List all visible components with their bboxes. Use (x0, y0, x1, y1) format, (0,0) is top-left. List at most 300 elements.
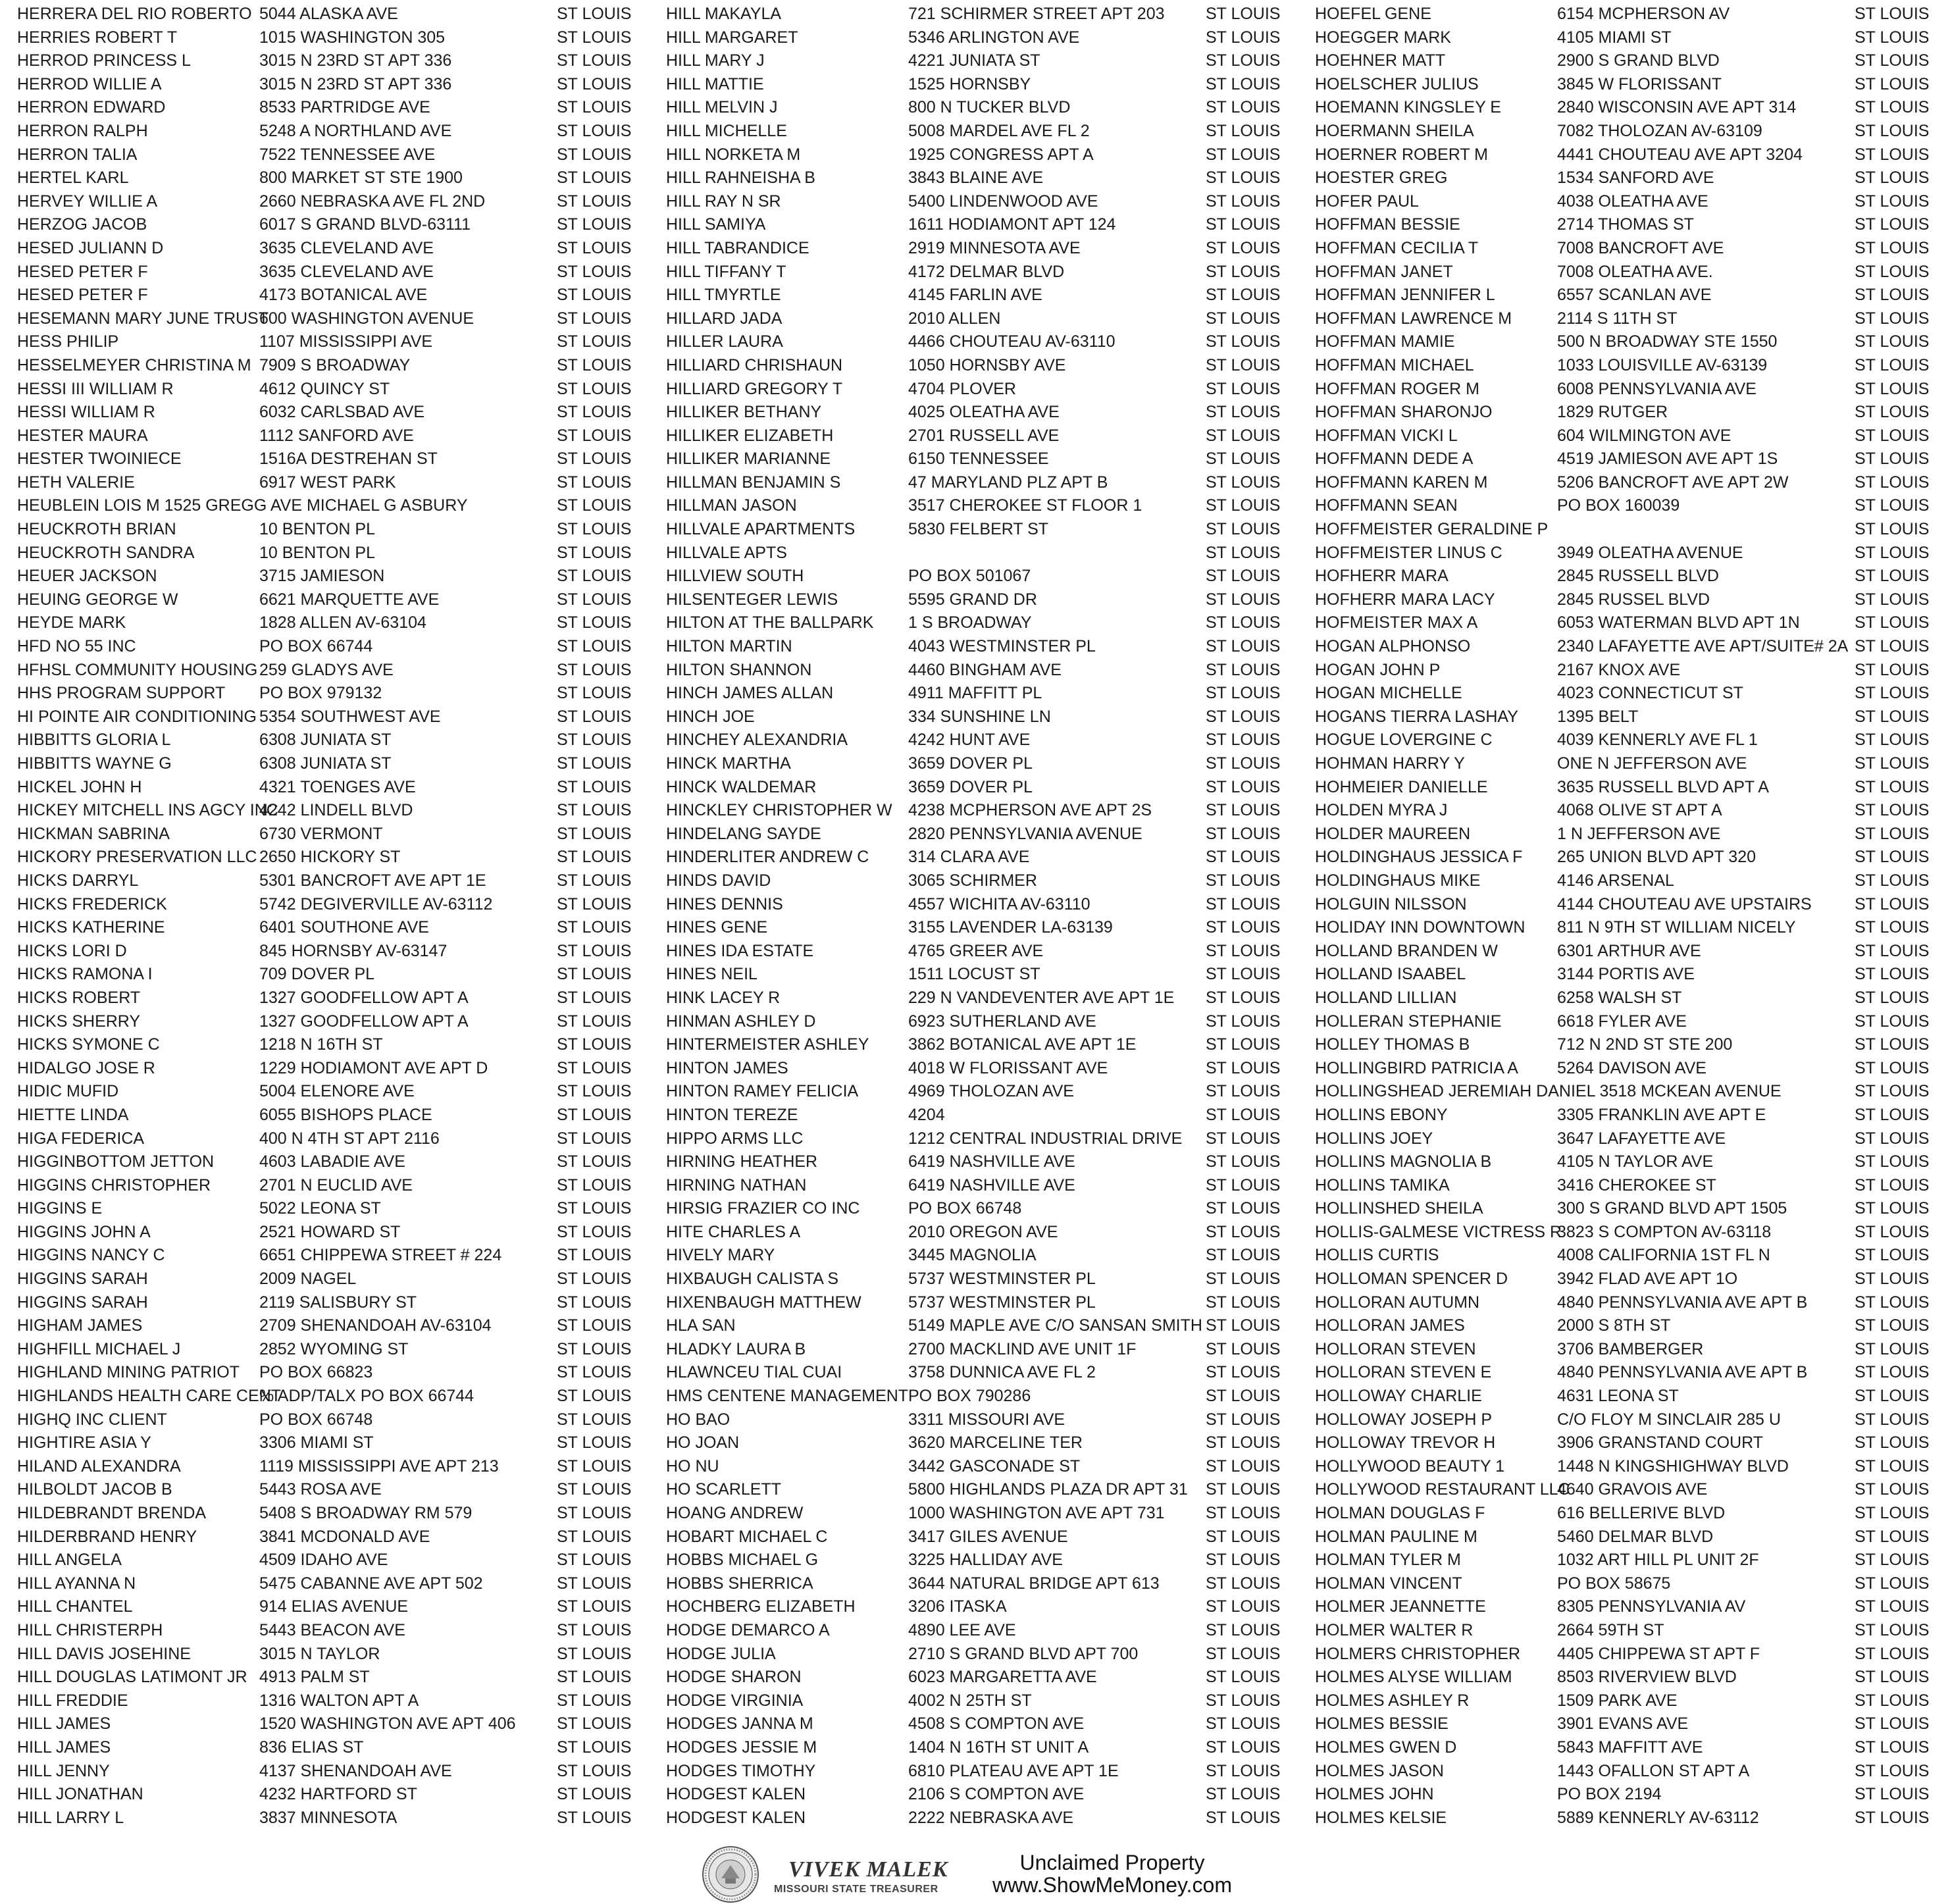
owner-address: 47 MARYLAND PLZ APT B (908, 473, 1108, 492)
owner-name: HILL DAVIS JOSEHINE (17, 1644, 191, 1663)
owner-name: HOFFMAN SHARONJO (1315, 403, 1493, 422)
owner-name: HEUCKROTH SANDRA (17, 543, 195, 562)
owner-name: HOLLORAN JAMES (1315, 1316, 1465, 1335)
listing-row (1315, 448, 1950, 471)
listing-row (666, 73, 1311, 97)
owner-name: HOFHERR MARA LACY (1315, 590, 1495, 609)
owner-name: HOFFMAN JENNIFER L (1315, 286, 1495, 305)
owner-city: ST LOUIS (1855, 1199, 1930, 1218)
owner-address: 1327 GOODFELLOW APT A (259, 1012, 469, 1031)
listing-row (666, 425, 1311, 448)
listing-row (17, 73, 662, 97)
listing-row (17, 1666, 662, 1689)
owner-name: HINCK MARTHA (666, 754, 791, 773)
owner-city: ST LOUIS (557, 1105, 632, 1124)
owner-name: HINCH JOE (666, 707, 755, 726)
listing-row (666, 26, 1311, 50)
owner-address: 1509 PARK AVE (1557, 1691, 1678, 1710)
owner-city: ST LOUIS (1206, 332, 1281, 351)
owner-city: ST LOUIS (557, 1480, 632, 1499)
owner-name: HINES NEIL (666, 965, 757, 984)
owner-city: ST LOUIS (1855, 1316, 1930, 1335)
owner-name: HILSENTEGER LEWIS (666, 590, 838, 609)
owner-address: 4232 HARTFORD ST (259, 1785, 417, 1804)
listing-row (17, 963, 662, 987)
listing-row (1315, 1150, 1950, 1174)
listing-row (1315, 1760, 1950, 1784)
owner-address: 6621 MARQUETTE AVE (259, 590, 440, 609)
owner-city: ST LOUIS (557, 590, 632, 609)
listing-row (17, 1361, 662, 1385)
owner-city: ST LOUIS (557, 988, 632, 1007)
listing-row (17, 682, 662, 706)
listing-row (1315, 1502, 1950, 1526)
owner-name: HHS PROGRAM SUPPORT (17, 684, 226, 703)
owner-city: ST LOUIS (557, 309, 632, 328)
listing-row (666, 1104, 1311, 1127)
owner-city: ST LOUIS (557, 51, 632, 70)
owner-city: ST LOUIS (1855, 1270, 1930, 1289)
listing-row (17, 1712, 662, 1736)
owner-address: 2222 NEBRASKA AVE (908, 1808, 1074, 1827)
owner-address: 6810 PLATEAU AVE APT 1E (908, 1761, 1119, 1780)
owner-address: 5742 DEGIVERVILLE AV-63112 (259, 894, 493, 913)
owner-name: HILL MATTIE (666, 74, 764, 93)
owner-address: 3862 BOTANICAL AVE APT 1E (908, 1035, 1137, 1054)
owner-address: 4002 N 25TH ST (908, 1691, 1032, 1710)
owner-name: HIBBITTS GLORIA L (17, 731, 171, 750)
owner-name: HOLLOWAY CHARLIE (1315, 1387, 1482, 1406)
owner-name: HICKORY PRESERVATION LLC (17, 848, 257, 867)
owner-name: HOANG ANDREW (666, 1504, 804, 1522)
owner-name: HOLMAN PAULINE M (1315, 1527, 1477, 1546)
owner-name: HESTER MAURA (17, 426, 148, 445)
owner-name: HILL JENNY (17, 1761, 110, 1780)
owner-address: 721 SCHIRMER STREET APT 203 (908, 5, 1165, 23)
listing-row (17, 1174, 662, 1198)
owner-city: ST LOUIS (1855, 1222, 1930, 1241)
owner-name: HI POINTE AIR CONDITIONING (17, 707, 257, 726)
owner-city: ST LOUIS (1206, 28, 1281, 47)
owner-name: HOFFMAN ROGER M (1315, 379, 1479, 398)
owner-name: HOLMES JOHN (1315, 1785, 1434, 1804)
owner-address: 5004 ELENORE AVE (259, 1082, 415, 1101)
owner-address: 3144 PORTIS AVE (1557, 965, 1695, 984)
owner-address: 400 N 4TH ST APT 2116 (259, 1129, 440, 1148)
owner-city: ST LOUIS (1855, 426, 1930, 445)
owner-city: ST LOUIS (557, 1152, 632, 1171)
listing-row (17, 1080, 662, 1104)
owner-city: ST LOUIS (1206, 1246, 1281, 1265)
owner-name: HOLLIS CURTIS (1315, 1246, 1439, 1265)
owner-name: HILTON AT THE BALLPARK (666, 613, 874, 632)
owner-address: 5400 LINDENWOOD AVE (908, 192, 1098, 211)
owner-address: 1316 WALTON APT A (259, 1691, 419, 1710)
owner-address: 3841 MCDONALD AVE (259, 1527, 430, 1546)
owner-address: 4704 PLOVER (908, 379, 1016, 398)
listing-row (1315, 752, 1950, 776)
owner-address: 6301 ARTHUR AVE (1557, 941, 1701, 960)
owner-address: 3659 DOVER PL (908, 754, 1033, 773)
listing-row (666, 1010, 1311, 1034)
listing-row (1315, 799, 1950, 823)
owner-city: ST LOUIS (1206, 1316, 1281, 1335)
owner-address: 5443 BEACON AVE (259, 1620, 405, 1639)
listing-row (1315, 1174, 1950, 1198)
owner-city: ST LOUIS (1206, 1456, 1281, 1476)
owner-name: HOLGUIN NILSSON (1315, 894, 1467, 913)
owner-name: HIGHQ INC CLIENT (17, 1410, 167, 1429)
owner-city: ST LOUIS (1855, 215, 1930, 234)
owner-name: HERRON RALPH (17, 121, 148, 140)
owner-name: HILL TABRANDICE (666, 238, 809, 257)
owner-address: 2664 59TH ST (1557, 1620, 1664, 1639)
listing-row (666, 330, 1311, 354)
program-title: Unclaimed Property (1019, 1851, 1205, 1874)
owner-city: ST LOUIS (557, 1363, 632, 1382)
owner-city: ST LOUIS (557, 1410, 632, 1429)
listing-row (1315, 167, 1950, 190)
owner-city: ST LOUIS (1855, 1504, 1930, 1522)
owner-address: 2106 S COMPTON AVE (908, 1785, 1085, 1804)
owner-name: HOESTER GREG (1315, 168, 1448, 188)
program-url[interactable]: www.ShowMeMoney.com (992, 1873, 1232, 1897)
owner-city: ST LOUIS (1206, 1433, 1281, 1453)
listing-row (666, 354, 1311, 378)
owner-name: HOFFMEISTER GERALDINE P (1315, 520, 1549, 539)
listing-row (17, 635, 662, 659)
owner-name: HIGGINS NANCY C (17, 1246, 165, 1265)
listing-row (666, 1595, 1311, 1619)
owner-city: ST LOUIS (1206, 731, 1281, 750)
owner-city: ST LOUIS (1855, 1668, 1930, 1687)
owner-city: ST LOUIS (1855, 28, 1930, 47)
owner-name: HINDELANG SAYDE (666, 824, 821, 843)
owner-name: HESEMANN MARY JUNE TRUST (17, 309, 269, 328)
owner-address: 5206 BANCROFT AVE APT 2W (1557, 473, 1789, 492)
owner-name: HODGE JULIA (666, 1644, 776, 1663)
listing-row (17, 120, 662, 143)
owner-address: 836 ELIAS ST (259, 1737, 364, 1757)
listing-row (666, 635, 1311, 659)
listing-row (1315, 1783, 1950, 1807)
owner-address: 6154 MCPHERSON AV (1557, 5, 1730, 23)
listing-row (17, 799, 662, 823)
owner-address: 6150 TENNESSEE (908, 450, 1049, 469)
owner-name: HILL FREDDIE (17, 1691, 128, 1710)
owner-address: 6917 WEST PARK (259, 473, 396, 492)
owner-city: ST LOUIS (1206, 543, 1281, 562)
owner-address: 300 S GRAND BLVD APT 1505 (1557, 1199, 1787, 1218)
owner-name: HFHSL COMMUNITY HOUSING (17, 660, 258, 679)
listing-row (666, 49, 1311, 73)
owner-address: 3901 EVANS AVE (1557, 1714, 1689, 1734)
owner-address: PO BOX 66823 (259, 1363, 373, 1382)
owner-city: ST LOUIS (1206, 1620, 1281, 1639)
listing-row (17, 1033, 662, 1057)
owner-name: HESS PHILIP (17, 332, 119, 351)
owner-city: ST LOUIS (557, 168, 632, 188)
listing-row (17, 1291, 662, 1315)
owner-name: HINMAN ASHLEY D (666, 1012, 816, 1031)
owner-city: ST LOUIS (1855, 777, 1930, 796)
owner-address: 3837 MINNESOTA (259, 1808, 398, 1827)
owner-city: ST LOUIS (1855, 731, 1930, 750)
owner-city: ST LOUIS (1206, 403, 1281, 422)
owner-name: HEUCKROTH BRIAN (17, 520, 176, 539)
owner-city: ST LOUIS (1855, 1152, 1930, 1171)
owner-address: 2000 S 8TH ST (1557, 1316, 1671, 1335)
owner-name: HOELSCHER JULIUS (1315, 74, 1479, 93)
owner-address: 4640 GRAVOIS AVE (1557, 1480, 1708, 1499)
owner-address: 4137 SHENANDOAH AVE (259, 1761, 452, 1780)
owner-city: ST LOUIS (1855, 637, 1930, 656)
owner-city: ST LOUIS (1206, 918, 1281, 937)
owner-city: ST LOUIS (557, 1574, 632, 1593)
owner-city: ST LOUIS (1855, 1387, 1930, 1406)
owner-city: ST LOUIS (1206, 262, 1281, 281)
listing-row (1315, 682, 1950, 706)
owner-city: ST LOUIS (1206, 1504, 1281, 1522)
owner-city: ST LOUIS (1206, 1199, 1281, 1218)
owner-address: 6419 NASHVILLE AVE (908, 1152, 1075, 1171)
owner-name: HO BAO (666, 1410, 731, 1429)
owner-address: 4145 FARLIN AVE (908, 286, 1042, 305)
listing-row (1315, 494, 1950, 518)
owner-address: 3620 MARCELINE TER (908, 1433, 1083, 1453)
listing-row (666, 378, 1311, 401)
listing-row (17, 1619, 662, 1643)
owner-city: ST LOUIS (557, 684, 632, 703)
owner-address: 2845 RUSSELL BLVD (1557, 567, 1719, 586)
owner-name: HICKS ROBERT (17, 988, 141, 1007)
listing-row (666, 916, 1311, 940)
owner-city: ST LOUIS (1206, 192, 1281, 211)
listing-row (666, 1268, 1311, 1291)
owner-address: 3949 OLEATHA AVENUE (1557, 543, 1743, 562)
owner-city: ST LOUIS (557, 98, 632, 117)
owner-name: HIDALGO JOSE R (17, 1058, 155, 1077)
owner-name: HEYDE MARK (17, 613, 126, 632)
owner-address: 1032 ART HILL PL UNIT 2F (1557, 1551, 1759, 1570)
owner-address: 4911 MAFFITT PL (908, 684, 1042, 703)
owner-address: 8503 RIVERVIEW BLVD (1557, 1668, 1737, 1687)
owner-city: ST LOUIS (1206, 379, 1281, 398)
owner-city: ST LOUIS (1206, 1293, 1281, 1312)
listing-row (666, 471, 1311, 495)
owner-address: 1404 N 16TH ST UNIT A (908, 1737, 1089, 1757)
owner-address: 4008 CALIFORNIA 1ST FL N (1557, 1246, 1770, 1265)
owner-name: HESSI III WILLIAM R (17, 379, 174, 398)
owner-address: 4023 CONNECTICUT ST (1557, 684, 1743, 703)
listing-row (1315, 1455, 1950, 1479)
listing-row (1315, 565, 1950, 588)
owner-city: ST LOUIS (557, 1456, 632, 1476)
owner-name: HILDERBRAND HENRY (17, 1527, 197, 1546)
owner-name: HILLIKER MARIANNE (666, 450, 831, 469)
owner-city: ST LOUIS (557, 965, 632, 984)
owner-city: ST LOUIS (557, 450, 632, 469)
listing-row (1315, 940, 1950, 964)
owner-address: 4146 ARSENAL (1557, 871, 1674, 890)
owner-name: HIBBITTS WAYNE G (17, 754, 172, 773)
owner-address: 2119 SALISBURY ST (259, 1293, 417, 1312)
owner-city: ST LOUIS (1855, 1058, 1930, 1077)
listing-row (1315, 471, 1950, 495)
owner-city: ST LOUIS (1855, 520, 1930, 539)
owner-city: ST LOUIS (557, 1387, 632, 1406)
listing-row (17, 425, 662, 448)
listing-row (1315, 49, 1950, 73)
owner-name: HICKEL JOHN H (17, 777, 142, 796)
listing-row (17, 96, 662, 120)
owner-name: HIDIC MUFID (17, 1082, 119, 1101)
owner-name: HOBBS SHERRICA (666, 1574, 813, 1593)
listing-row (1315, 1689, 1950, 1713)
listing-row (17, 1338, 662, 1362)
owner-city: ST LOUIS (1855, 1714, 1930, 1734)
owner-address: 1516A DESTREHAN ST (259, 450, 438, 469)
listing-row (1315, 1361, 1950, 1385)
owner-address: 3065 SCHIRMER (908, 871, 1037, 890)
owner-address: 6055 BISHOPS PLACE (259, 1105, 432, 1124)
owner-name: HERZOG JACOB (17, 215, 147, 234)
owner-city: ST LOUIS (1855, 660, 1930, 679)
owner-name: HIGHLANDS HEALTH CARE CENT (17, 1387, 281, 1406)
owner-address: 4603 LABADIE AVE (259, 1152, 405, 1171)
owner-name: HOFFMANN KAREN M (1315, 473, 1488, 492)
listing-row (17, 565, 662, 588)
owner-name: HINCK WALDEMAR (666, 777, 817, 796)
owner-name: HIRNING NATHAN (666, 1175, 807, 1195)
listing-row (666, 1057, 1311, 1081)
owner-address: 6032 CARLSBAD AVE (259, 403, 425, 422)
owner-city: ST LOUIS (1206, 777, 1281, 796)
owner-address: 3647 LAFAYETTE AVE (1557, 1129, 1726, 1148)
owner-name: HODGE DEMARCO A (666, 1620, 830, 1639)
owner-city: ST LOUIS (1206, 1737, 1281, 1757)
owner-name: HO JOAN (666, 1433, 740, 1453)
listing-row (17, 1760, 662, 1784)
owner-name: HILL CHRISTERPH (17, 1620, 163, 1639)
owner-city: ST LOUIS (557, 426, 632, 445)
listing-row (666, 1549, 1311, 1572)
owner-address: 1212 CENTRAL INDUSTRIAL DRIVE (908, 1129, 1183, 1148)
owner-city: ST LOUIS (1206, 1270, 1281, 1289)
owner-city: ST LOUIS (557, 403, 632, 422)
owner-city: ST LOUIS (1206, 941, 1281, 960)
listing-row (666, 682, 1311, 706)
listing-row (17, 1502, 662, 1526)
owner-city: ST LOUIS (557, 1504, 632, 1522)
owner-city: ST LOUIS (1206, 1785, 1281, 1804)
listing-row (17, 354, 662, 378)
owner-name: HOCHBERG ELIZABETH (666, 1597, 856, 1616)
owner-name: HILLIKER ELIZABETH (666, 426, 834, 445)
owner-name: HINCHEY ALEXANDRIA (666, 731, 848, 750)
listing-row (17, 494, 662, 518)
listing-row (666, 1572, 1311, 1596)
owner-city: ST LOUIS (1855, 871, 1930, 890)
owner-city: ST LOUIS (1855, 965, 1930, 984)
owner-name: HESSELMEYER CHRISTINA M (17, 355, 251, 374)
listing-column-3 (1315, 3, 1950, 1830)
owner-city: ST LOUIS (557, 1761, 632, 1780)
owner-name: HERRON EDWARD (17, 98, 166, 117)
owner-name: HINTON TEREZE (666, 1105, 798, 1124)
owner-city: ST LOUIS (1855, 286, 1930, 305)
owner-name: HIGGINS SARAH (17, 1293, 148, 1312)
listing-row (666, 1760, 1311, 1784)
owner-name: HILLARD JADA (666, 309, 783, 328)
owner-address: 4913 PALM ST (259, 1668, 370, 1687)
owner-city: ST LOUIS (557, 941, 632, 960)
owner-city: ST LOUIS (1855, 403, 1930, 422)
owner-name: HIXENBAUGH MATTHEW (666, 1293, 861, 1312)
owner-name: HICKMAN SABRINA (17, 824, 170, 843)
owner-city: ST LOUIS (1855, 1574, 1930, 1593)
owner-city: ST LOUIS (1206, 426, 1281, 445)
owner-city: ST LOUIS (1855, 801, 1930, 820)
owner-address: 4612 QUINCY ST (259, 379, 390, 398)
owner-name: HODGE SHARON (666, 1668, 802, 1687)
owner-city: ST LOUIS (1206, 1597, 1281, 1616)
owner-name: HOLLORAN STEVEN (1315, 1339, 1476, 1358)
owner-address: 6008 PENNSYLVANIA AVE (1557, 379, 1757, 398)
owner-address: 2167 KNOX AVE (1557, 660, 1681, 679)
listing-row (1315, 1291, 1950, 1315)
owner-address: 2840 WISCONSIN AVE APT 314 (1557, 98, 1797, 117)
owner-name: HILL TMYRTLE (666, 286, 781, 305)
owner-name: HLAWNCEU TIAL CUAI (666, 1363, 842, 1382)
owner-address: 1112 SANFORD AVE (259, 426, 414, 445)
owner-address: 2845 RUSSEL BLVD (1557, 590, 1710, 609)
owner-name: HILL MICHELLE (666, 121, 787, 140)
listing-row (666, 588, 1311, 612)
owner-name: HOLMES GWEN D (1315, 1737, 1457, 1757)
owner-city: ST LOUIS (1206, 1129, 1281, 1148)
owner-city: ST LOUIS (1855, 1480, 1930, 1499)
owner-name: HOLIDAY INN DOWNTOWN (1315, 918, 1526, 937)
owner-name: HOLLINS EBONY (1315, 1105, 1448, 1124)
listing-row (17, 378, 662, 401)
listing-row (17, 869, 662, 893)
owner-name: HIGHFILL MICHAEL J (17, 1339, 181, 1358)
listing-row (666, 1431, 1311, 1455)
listing-row (1315, 143, 1950, 167)
owner-name: HIGHLAND MINING PATRIOT (17, 1363, 240, 1382)
owner-name: HILTON MARTIN (666, 637, 792, 656)
listing-row (1315, 1736, 1950, 1760)
owner-address: 1 N JEFFERSON AVE (1557, 824, 1721, 843)
owner-name: HOLLOWAY TREVOR H (1315, 1433, 1496, 1453)
listing-row (666, 1127, 1311, 1151)
owner-address: 6053 WATERMAN BLVD APT 1N (1557, 613, 1800, 632)
owner-name: HERRERA DEL RIO ROBERTO (17, 5, 252, 23)
owner-name: HOFFMAN JANET (1315, 262, 1453, 281)
owner-address: 4105 N TAYLOR AVE (1557, 1152, 1714, 1171)
owner-address: 5301 BANCROFT AVE APT 1E (259, 871, 486, 890)
owner-name: HINTON JAMES (666, 1058, 788, 1077)
listing-row (17, 1244, 662, 1268)
owner-name: HOLMER JEANNETTE (1315, 1597, 1486, 1616)
owner-city: ST LOUIS (1855, 707, 1930, 726)
owner-name: HILL AYANNA N (17, 1574, 136, 1593)
owner-city: ST LOUIS (1206, 51, 1281, 70)
owner-address: 5149 MAPLE AVE C/O SANSAN SMITH (908, 1316, 1202, 1335)
listing-row (17, 1431, 662, 1455)
listing-row (1315, 1338, 1950, 1362)
